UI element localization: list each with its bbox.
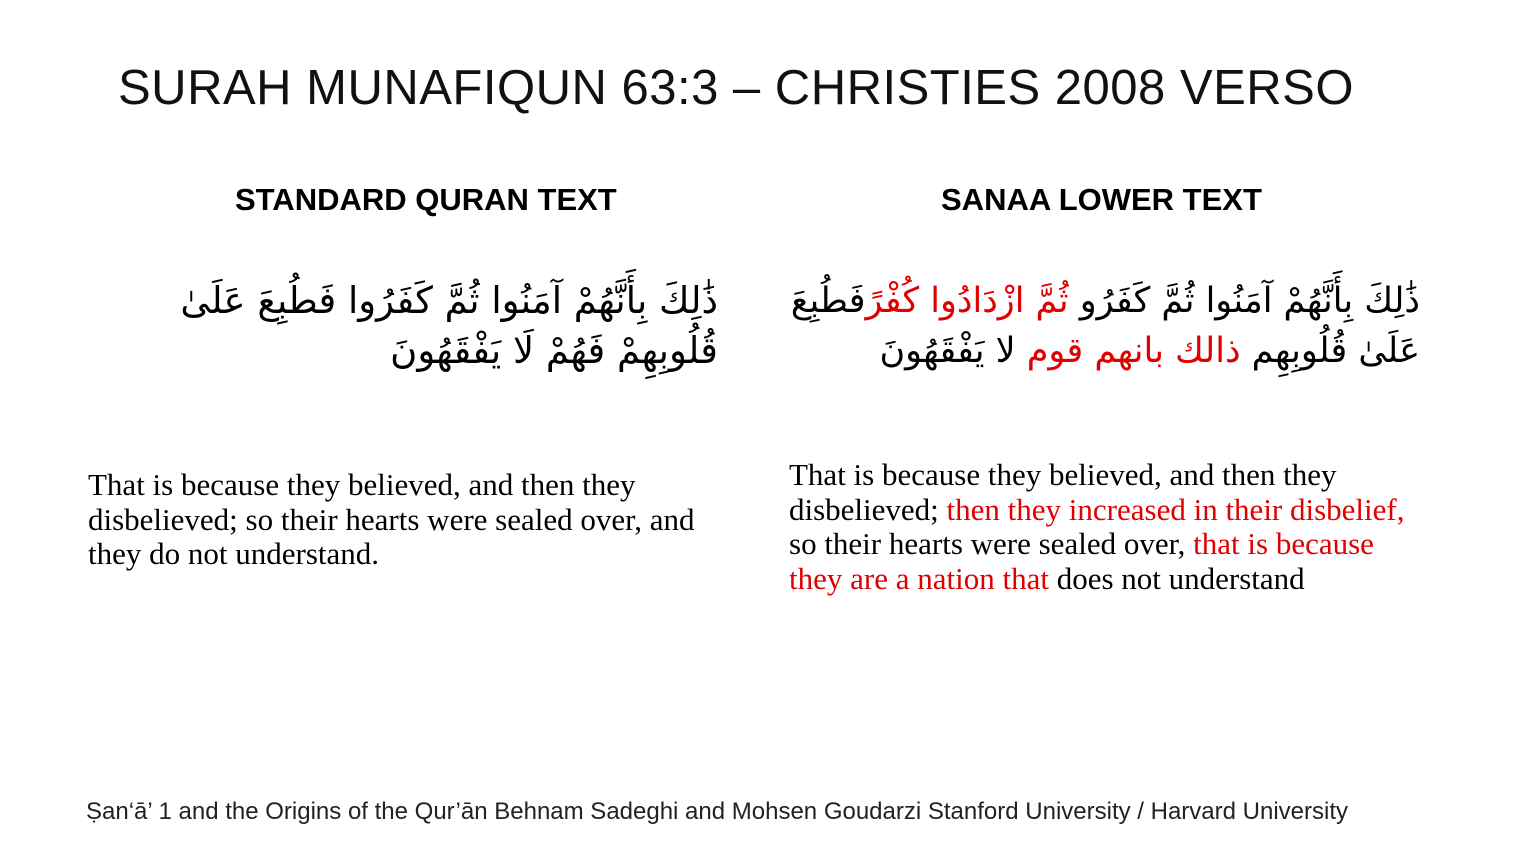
- sanaa-arabic-segment: ذَٰلِكَ بِأَنَّهُمْ آمَنُوا ثُمَّ كَفَرُو: [1068, 281, 1420, 321]
- sanaa-arabic-text: [780, 276, 1420, 376]
- sanaa-arabic-segment: لا يَفْقَهُونَ: [879, 331, 1027, 371]
- sanaa-arabic-variant: ذالك بانهم قوم: [1026, 331, 1241, 371]
- sanaa-arabic-variant: ثُمَّ ازْدَادُوا كُفْرً: [865, 281, 1069, 321]
- standard-english-translation: That is because they believed, and then they disbelieved; so their hearts were sealed over, and they do not understand.: [88, 467, 695, 571]
- translation-segment: so their hearts were sealed over,: [789, 526, 1194, 561]
- standard-arabic-line-2: قُلُوبِهِمْ فَهُمْ لَا يَفْقَهُونَ: [390, 329, 718, 372]
- sanaa-arabic-segment: عَلَىٰ قُلُوبِهِم: [1240, 331, 1420, 371]
- sanaa-arabic-line-1: [780, 276, 1420, 326]
- translation-segment: does not understand: [1048, 560, 1305, 596]
- translation-variant: that is because they are a nation that: [789, 526, 1374, 596]
- standard-arabic-line-1: ذَٰلِكَ بِأَنَّهُمْ آمَنُوا ثُمَّ كَفَرُوا فَطُبِعَ عَلَىٰ: [180, 279, 718, 322]
- translation-segment: That is because they believed, and then they disbelieved;: [789, 457, 1337, 527]
- source-citation: Ṣan‘ā’ 1 and the Origins of the Qur’ān Behnam Sadeghi and Mohsen Goudarzi Stanford University / Harvard University: [86, 798, 1348, 825]
- sanaa-english-translation: [789, 458, 1429, 596]
- right-column-heading: SANAA LOWER TEXT: [941, 182, 1262, 217]
- slide-title: SURAH MUNAFIQUN 63:3 – CHRISTIES 2008 VERSO: [118, 61, 1354, 115]
- left-column-heading: STANDARD QURAN TEXT: [235, 182, 617, 217]
- sanaa-arabic-line-2: [780, 326, 1420, 376]
- translation-variant: then they increased in their disbelief,: [946, 491, 1405, 527]
- standard-arabic-text: [118, 276, 718, 376]
- sanaa-arabic-segment: فَطُبِعَ: [790, 281, 866, 321]
